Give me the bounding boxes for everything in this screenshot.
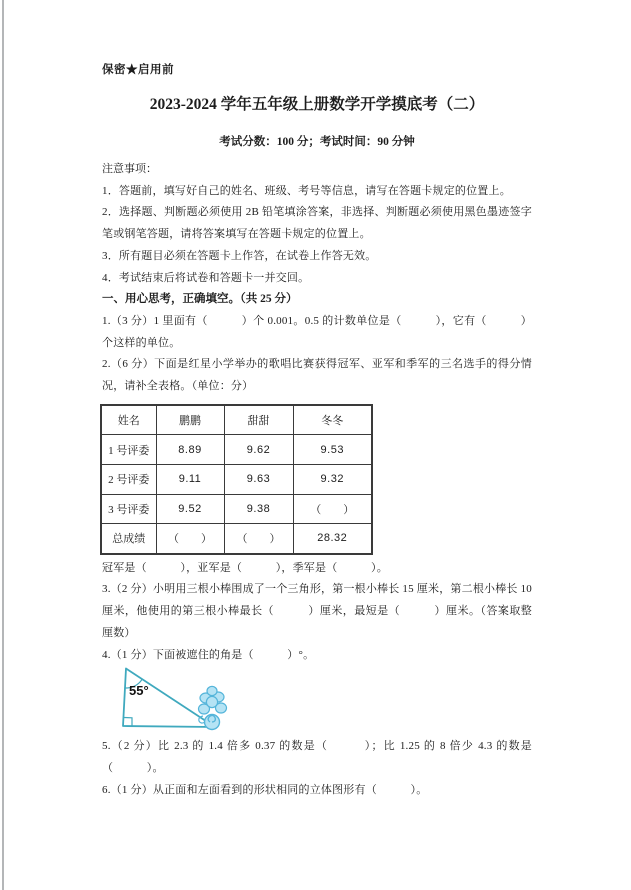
flower-doodle-icon: [199, 687, 227, 730]
table-row: [101, 524, 372, 554]
right-angle-icon: [124, 718, 132, 727]
table-cell: 9.53: [293, 435, 372, 465]
question-6: 6.（1 分）从正面和左面看到的形状相同的立体图形有（ ）。: [102, 783, 428, 796]
table-row: [101, 435, 372, 465]
table-cell: 8.89: [156, 435, 224, 465]
page-edge-line: [2, 0, 4, 890]
table-row: [101, 494, 372, 524]
table-cell-blank: （ ）: [224, 524, 293, 554]
score-table: [100, 404, 373, 555]
question-4-figure: [110, 664, 532, 736]
table-header-cell: 鹏鹏: [156, 405, 224, 435]
note-item-3: 3．所有题目必须在答题卡上作答，在试卷上作答无效。: [102, 249, 377, 262]
exam-info: 考试分数：100 分；考试时间：90 分钟: [219, 136, 415, 148]
table-cell: 1 号评委: [101, 435, 156, 465]
table-cell: 9.63: [224, 464, 293, 494]
exam-title: 2023-2024 学年五年级上册数学开学摸底考（二）: [149, 96, 485, 113]
table-row: [101, 464, 372, 494]
question-3: 3.（2 分）小明用三根小棒围成了一个三角形，第一根小棒长 15 厘米，第二根小棒长 10 厘米，他使用的第三根小棒最长（ ）厘米，最短是（ ）厘米。（答案取整厘数）: [102, 583, 532, 639]
note-item-2: 2．选择题、判断题必须使用 2B 铅笔填涂答案，非选择、判断题必须使用黑色墨迹签字笔或钢笔答题，请将答案填写在答题卡规定的位置上。: [102, 206, 532, 241]
table-cell: 9.62: [224, 435, 293, 465]
question-2: 2.（6 分）下面是红星小学举办的歌唱比赛获得冠军、亚军和季军的三名选手的得分情况，请补全表格。（单位：分）: [102, 358, 532, 393]
table-cell: 9.52: [156, 494, 224, 524]
table-cell: 9.32: [293, 464, 372, 494]
table-cell: 总成绩: [101, 524, 156, 554]
question-1: 1.（3 分）1 里面有（ ）个 0.001。0.5 的计数单位是（ ），它有（ ）个这样的单位。: [102, 314, 532, 349]
note-item-4: 4．考试结束后将试卷和答题卡一并交回。: [102, 271, 310, 284]
table-header-cell: 姓名: [101, 405, 156, 435]
table-cell: 28.32: [293, 524, 372, 554]
triangle-figure: [110, 664, 260, 736]
table-cell: 9.38: [224, 494, 293, 524]
note-item-1: 1．答题前，填写好自己的姓名、班级、考号等信息，请写在答题卡规定的位置上。: [102, 184, 511, 197]
question-2-followup: 冠军是（ ），亚军是（ ），季军是（ ）。: [102, 561, 388, 574]
section-1-heading: 一、用心思考，正确填空。（共 25 分）: [102, 293, 298, 306]
question-4: 4.（1 分）下面被遮住的角是（ ）°。: [102, 648, 315, 661]
table-header-row: [101, 405, 372, 435]
angle-label: 55°: [129, 683, 149, 699]
notes-heading: 注意事项：: [102, 163, 157, 175]
table-cell: 9.11: [156, 464, 224, 494]
table-header-cell: 甜甜: [224, 405, 293, 435]
table-cell-blank: （ ）: [156, 524, 224, 554]
exam-content: [102, 62, 532, 801]
table-cell-blank: （ ）: [293, 494, 372, 524]
security-notice: 保密★启用前: [102, 64, 174, 76]
table-cell: 3 号评委: [101, 494, 156, 524]
table-cell: 2 号评委: [101, 464, 156, 494]
table-header-cell: 冬冬: [293, 405, 372, 435]
question-5: 5.（2 分）比 2.3 的 1.4 倍多 0.37 的数是（ ）；比 1.25 的 8 倍少 4.3 的数是（ ）。: [102, 740, 532, 774]
